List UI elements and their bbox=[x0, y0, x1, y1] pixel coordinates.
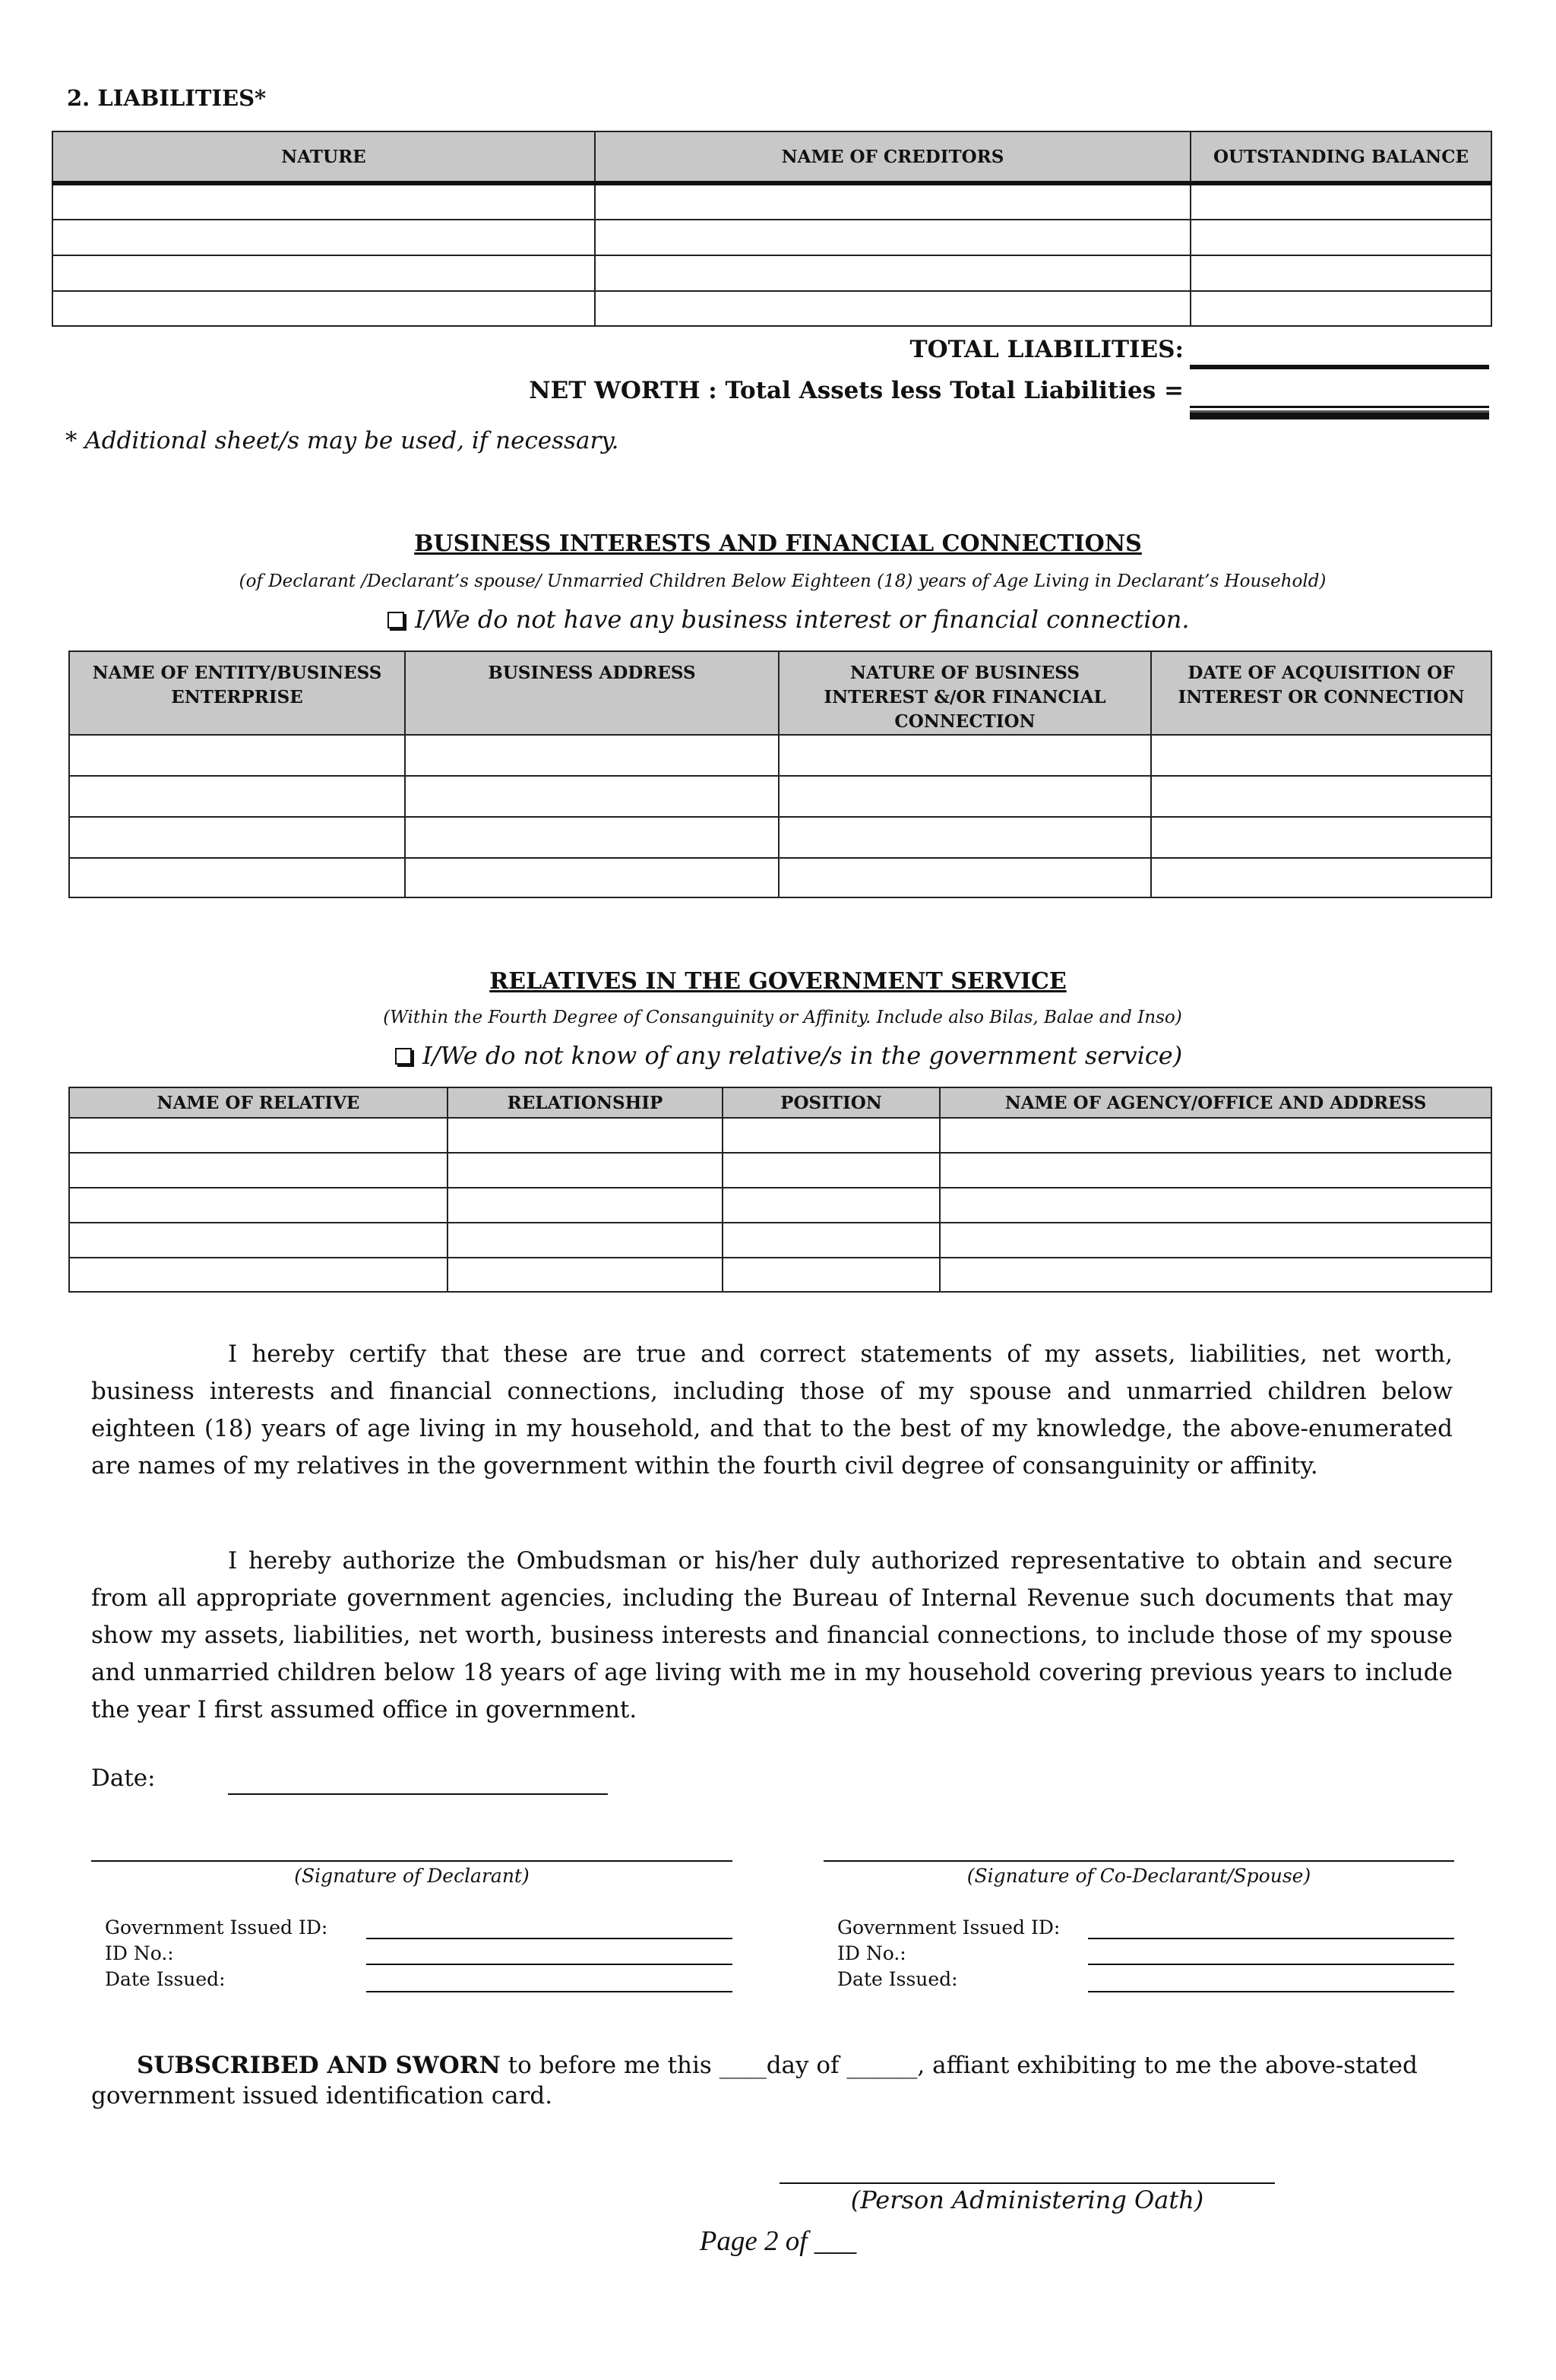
agency-cell[interactable] bbox=[940, 1223, 1491, 1258]
date-cell[interactable] bbox=[1151, 776, 1491, 817]
liabilities-heading: 2. LIABILITIES* bbox=[67, 85, 267, 111]
page-number: Page 2 of ___ bbox=[699, 2226, 857, 2257]
date-cell[interactable] bbox=[1151, 817, 1491, 858]
co-declarant-date-issued-field[interactable] bbox=[1088, 1991, 1454, 1992]
entity-cell[interactable] bbox=[69, 858, 405, 897]
relatives-subtitle: (Within the Fourth Degree of Consanguinity or Affinity. Include also Bilas, Balae and Inso) bbox=[383, 1008, 1182, 1027]
oath-bold-text: SUBSCRIBED AND SWORN bbox=[137, 2052, 501, 2079]
balance-cell[interactable] bbox=[1191, 220, 1491, 255]
table-row bbox=[69, 858, 1491, 897]
additional-sheet-note: * Additional sheet/s may be used, if necessary. bbox=[65, 427, 619, 454]
agency-cell[interactable] bbox=[940, 1258, 1491, 1292]
declarant-date-issued-field[interactable] bbox=[366, 1991, 732, 1992]
business-no-interest-option[interactable] bbox=[387, 605, 1190, 634]
relatives-none-label: I/We do not know of any relative/s in the government service) bbox=[422, 1041, 1183, 1070]
relationship-cell[interactable] bbox=[448, 1118, 723, 1153]
oath-text: to before me this ____day of ______, affiant exhibiting to me the above-stated bbox=[500, 2052, 1418, 2079]
total-liabilities-field[interactable] bbox=[1190, 365, 1489, 369]
business-subtitle: (of Declarant /Declarant’s spouse/ Unmarried Children Below Eighteen (18) years of Age Living in Declarant’s Household) bbox=[239, 571, 1327, 591]
relatives-title: RELATIVES IN THE GOVERNMENT SERVICE bbox=[489, 968, 1067, 995]
address-cell[interactable] bbox=[405, 858, 779, 897]
date-label: Date: bbox=[91, 1764, 156, 1792]
address-cell[interactable] bbox=[405, 817, 779, 858]
relationship-cell[interactable] bbox=[448, 1188, 723, 1223]
co-declarant-gov-id-label: Government Issued ID: bbox=[837, 1916, 1061, 1938]
col-creditors: NAME OF CREDITORS bbox=[595, 131, 1191, 183]
position-cell[interactable] bbox=[723, 1258, 940, 1292]
nature-business-cell[interactable] bbox=[779, 776, 1151, 817]
relatives-table bbox=[68, 1087, 1492, 1293]
col-agency: NAME OF AGENCY/OFFICE AND ADDRESS bbox=[940, 1087, 1491, 1118]
entity-cell[interactable] bbox=[69, 817, 405, 858]
declarant-gov-id-label: Government Issued ID: bbox=[105, 1916, 328, 1938]
table-row bbox=[69, 1153, 1491, 1188]
nature-cell[interactable] bbox=[52, 291, 595, 326]
agency-cell[interactable] bbox=[940, 1188, 1491, 1223]
col-balance: OUTSTANDING BALANCE bbox=[1191, 131, 1491, 183]
net-worth-field[interactable] bbox=[1190, 406, 1489, 419]
date-field[interactable] bbox=[228, 1793, 608, 1795]
agency-cell[interactable] bbox=[940, 1153, 1491, 1188]
address-cell[interactable] bbox=[405, 735, 779, 776]
col-nature-business: NATURE OF BUSINESS INTEREST &/OR FINANCIAL CONNECTION bbox=[779, 651, 1151, 735]
position-cell[interactable] bbox=[723, 1188, 940, 1223]
certification-paragraph: I hereby certify that these are true and correct statements of my assets, liabilities, net worth, business interests and financial connections, including those of my spouse and unmarried children below eighteen (18) years of age living in my household, and that to the best of my knowledge, the above-enumerated are names of my relatives in the government within the fourth civil degree of consanguinity or affinity. bbox=[91, 1340, 1453, 1480]
business-title: BUSINESS INTERESTS AND FINANCIAL CONNECTIONS bbox=[414, 530, 1142, 557]
nature-business-cell[interactable] bbox=[779, 858, 1151, 897]
col-relative-name: NAME OF RELATIVE bbox=[69, 1087, 448, 1118]
relationship-cell[interactable] bbox=[448, 1258, 723, 1292]
table-row bbox=[69, 1223, 1491, 1258]
declarant-id-no-field[interactable] bbox=[366, 1964, 732, 1965]
col-entity: NAME OF ENTITY/BUSINESS ENTERPRISE bbox=[69, 651, 405, 735]
nature-business-cell[interactable] bbox=[779, 817, 1151, 858]
declarant-signature-label: (Signature of Declarant) bbox=[294, 1865, 530, 1887]
col-nature: NATURE bbox=[52, 131, 595, 183]
position-cell[interactable] bbox=[723, 1118, 940, 1153]
col-relationship: RELATIONSHIP bbox=[448, 1087, 723, 1118]
col-position: POSITION bbox=[723, 1087, 940, 1118]
checkbox-icon[interactable] bbox=[395, 1048, 412, 1065]
table-row bbox=[69, 776, 1491, 817]
table-row bbox=[52, 183, 1491, 220]
oath-line-1 bbox=[137, 2052, 1418, 2079]
declarant-gov-id-field[interactable] bbox=[366, 1938, 732, 1939]
liabilities-table bbox=[52, 131, 1492, 327]
balance-cell[interactable] bbox=[1191, 183, 1491, 220]
address-cell[interactable] bbox=[405, 776, 779, 817]
agency-cell[interactable] bbox=[940, 1118, 1491, 1153]
date-cell[interactable] bbox=[1151, 735, 1491, 776]
declarant-signature-line[interactable] bbox=[91, 1860, 732, 1862]
co-declarant-signature-label: (Signature of Co-Declarant/Spouse) bbox=[966, 1865, 1311, 1887]
creditor-cell[interactable] bbox=[595, 291, 1191, 326]
net-worth-label: NET WORTH : Total Assets less Total Liabilities = bbox=[529, 377, 1184, 404]
balance-cell[interactable] bbox=[1191, 255, 1491, 291]
relatives-none-option[interactable] bbox=[395, 1041, 1182, 1070]
oath-line-2: government issued identification card. bbox=[91, 2082, 553, 2109]
nature-cell[interactable] bbox=[52, 183, 595, 220]
creditor-cell[interactable] bbox=[595, 255, 1191, 291]
relative-name-cell[interactable] bbox=[69, 1153, 448, 1188]
table-row bbox=[52, 220, 1491, 255]
authorization-paragraph: I hereby authorize the Ombudsman or his/her duly authorized representative to obtain and secure from all appropriate government agencies, including the Bureau of Internal Revenue such documents that may show my assets, liabilities, net worth, business interests and financial connections, to include those of my spouse and unmarried children below 18 years of age living with me in my household covering previous years to include the year I first assumed office in government. bbox=[91, 1547, 1453, 1723]
table-row bbox=[52, 291, 1491, 326]
oath-person-label: (Person Administering Oath) bbox=[850, 2185, 1204, 2214]
co-declarant-date-issued-label: Date Issued: bbox=[837, 1968, 958, 1990]
relative-name-cell[interactable] bbox=[69, 1188, 448, 1223]
table-row bbox=[52, 255, 1491, 291]
nature-business-cell[interactable] bbox=[779, 735, 1151, 776]
col-address: BUSINESS ADDRESS bbox=[405, 651, 779, 735]
table-row bbox=[69, 1258, 1491, 1292]
co-declarant-id-no-field[interactable] bbox=[1088, 1964, 1454, 1965]
col-date-acquisition: DATE OF ACQUISITION OF INTEREST OR CONNECTION bbox=[1151, 651, 1491, 735]
table-row bbox=[69, 1118, 1491, 1153]
co-declarant-signature-line[interactable] bbox=[824, 1860, 1454, 1862]
table-row bbox=[69, 1188, 1491, 1223]
co-declarant-id-no-label: ID No.: bbox=[837, 1942, 906, 1964]
relationship-cell[interactable] bbox=[448, 1223, 723, 1258]
table-row bbox=[69, 735, 1491, 776]
co-declarant-gov-id-field[interactable] bbox=[1088, 1938, 1454, 1939]
nature-cell[interactable] bbox=[52, 220, 595, 255]
business-no-interest-label: I/We do not have any business interest or financial connection. bbox=[415, 605, 1190, 634]
declarant-date-issued-label: Date Issued: bbox=[105, 1968, 226, 1990]
date-cell[interactable] bbox=[1151, 858, 1491, 897]
balance-cell[interactable] bbox=[1191, 291, 1491, 326]
relative-name-cell[interactable] bbox=[69, 1223, 448, 1258]
relationship-cell[interactable] bbox=[448, 1153, 723, 1188]
declarant-id-no-label: ID No.: bbox=[105, 1942, 174, 1964]
entity-cell[interactable] bbox=[69, 735, 405, 776]
relative-name-cell[interactable] bbox=[69, 1258, 448, 1292]
entity-cell[interactable] bbox=[69, 776, 405, 817]
creditor-cell[interactable] bbox=[595, 183, 1191, 220]
total-liabilities-label: TOTAL LIABILITIES: bbox=[909, 336, 1184, 363]
creditor-cell[interactable] bbox=[595, 220, 1191, 255]
position-cell[interactable] bbox=[723, 1153, 940, 1188]
nature-cell[interactable] bbox=[52, 255, 595, 291]
table-row bbox=[69, 817, 1491, 858]
oath-signature-line[interactable] bbox=[780, 2182, 1275, 2184]
relative-name-cell[interactable] bbox=[69, 1118, 448, 1153]
business-table bbox=[68, 650, 1492, 898]
position-cell[interactable] bbox=[723, 1223, 940, 1258]
checkbox-icon[interactable] bbox=[387, 612, 404, 628]
